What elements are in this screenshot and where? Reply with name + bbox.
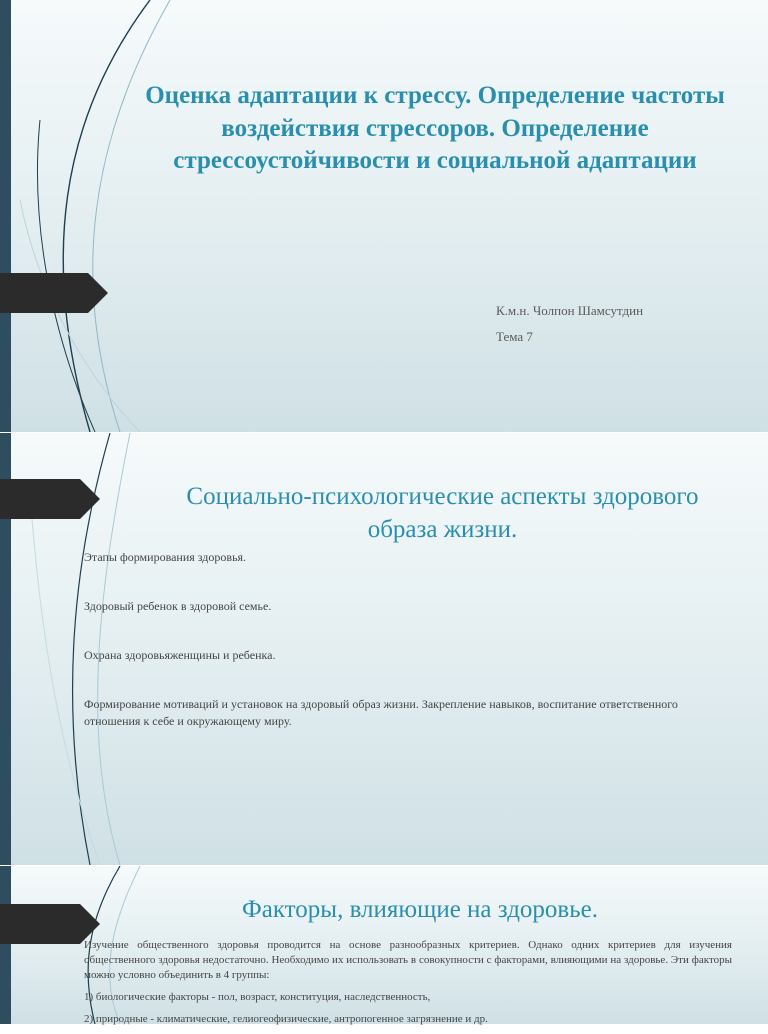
- slide-2-bullet-list: [62, 549, 732, 762]
- slide-tab-marker: [0, 479, 100, 519]
- slide-tab-marker: [0, 273, 108, 313]
- list-item: Этапы формирования здоровья.: [84, 550, 247, 564]
- slide-2-title: Социально-психологические аспекты здорового образа жизни.: [186, 483, 699, 543]
- slide-sidebar: [0, 0, 11, 432]
- list-item: Изучение общественного здоровья проводится на основе разнообразных критериев. Однако одних критериев для изучения общественного здоровья недостаточно. Необходимо их использовать в совокупности с факторами, влияющими на здоровье. Эти факторы можно условно объединить в 4 группы:: [84, 939, 732, 981]
- topic-line: Тема 7: [496, 329, 533, 344]
- slide-title: Оценка адаптации к стрессу. Определение частоты воздействия стрессоров. Определение стрессоустойчивости и социальной адаптации: [145, 82, 725, 174]
- list-item: Здоровый ребенок в здоровой семье.: [84, 599, 272, 613]
- author-line: К.м.н. Чолпон Шамсутдин: [496, 303, 644, 318]
- list-item: Охрана здоровьяженщины и ребенка.: [84, 648, 276, 662]
- slide-subtitle: [496, 298, 643, 350]
- slide-1: [0, 0, 768, 432]
- decorative-swoosh: [0, 0, 200, 432]
- slide-sidebar: [0, 866, 11, 1024]
- list-item: 1) биологические факторы - пол, возраст, конституция, наследственность,: [84, 991, 431, 1003]
- slide-3-bullet-list: [62, 938, 732, 1034]
- list-item: Формирование мотиваций и установок на здоровый образ жизни. Закрепление навыков, воспитание ответственного отношения к себе и окружающему миру.: [84, 697, 678, 728]
- slide-3-title: Факторы, влияющие на здоровье.: [242, 896, 598, 923]
- list-item: 2) природные - климатические, гелиогеофизические, антропогенное загрязнение и др.: [84, 1013, 488, 1025]
